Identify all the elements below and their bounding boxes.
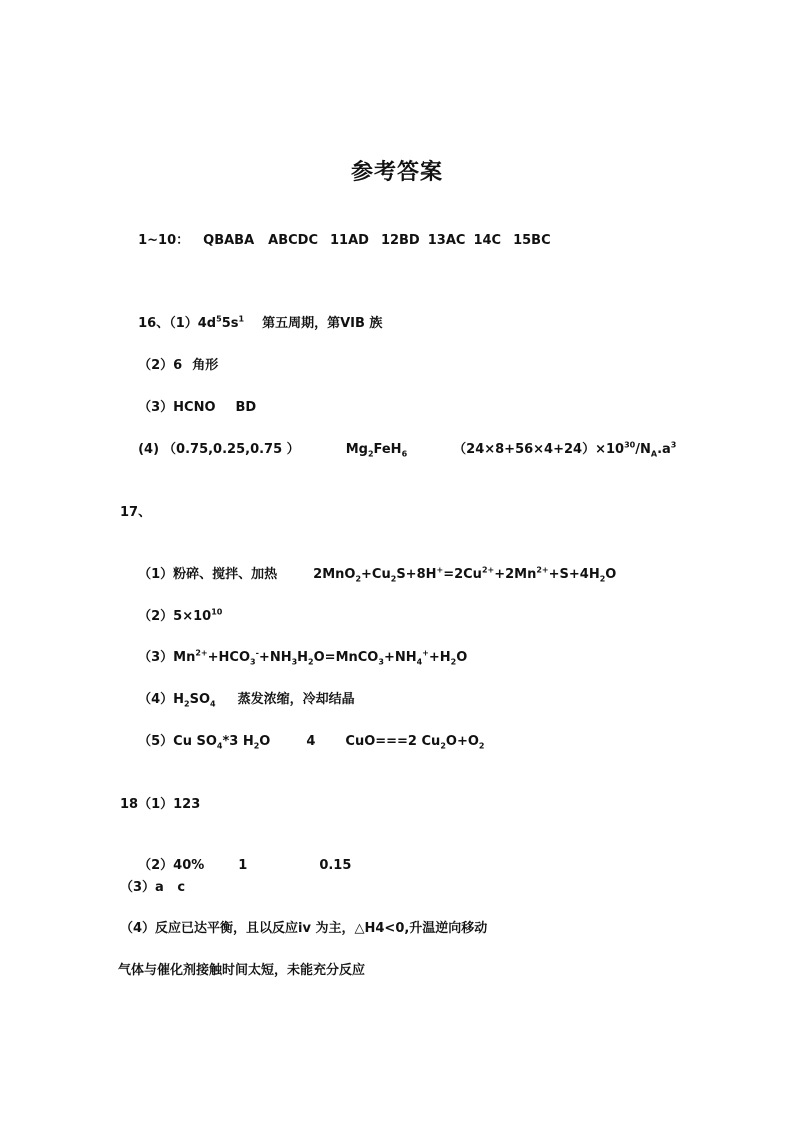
q17-p5-sub: 4 (216, 741, 223, 751)
q16-p4-density-b: /N (635, 442, 651, 457)
q17-p3-eq-sup: - (255, 648, 259, 658)
q16-p4-label: (4) (138, 442, 160, 457)
q17-p1-text: （1）粉碎、搅拌、加热 (138, 567, 278, 582)
q17-p2-text: （2）5×10 (138, 609, 212, 624)
q16-part4 (120, 420, 676, 480)
mc-group: 11AD (329, 233, 369, 248)
q16-p4-formula-sub2: 6 (401, 449, 408, 459)
q17-p1-eq: S+8H (396, 567, 437, 582)
q17-p3-eq-sub: 2 (450, 657, 457, 667)
q18-p2-value-b: 1 (238, 858, 248, 873)
q17-p1-eq: O (605, 567, 617, 582)
q17-p4-text: （4）H (138, 692, 185, 707)
q17-p5-text-c: O (259, 734, 271, 749)
q17-p5-eq-sub: 2 (478, 741, 485, 751)
q16-p1-suffix: 第五周期，第VIB 族 (262, 316, 383, 331)
q16-p3-text: （3）HCNO (138, 400, 216, 415)
q17-p5-number: 4 (306, 734, 316, 749)
q17-p3-eq: O (456, 650, 468, 665)
q16-p3-answer: BD (235, 400, 257, 415)
q18-p2-text: （2）40% (138, 858, 205, 873)
q17-p1-eq: +S+4H (548, 567, 600, 582)
q17-p5-equation: CuO===2 Cu (345, 734, 441, 749)
q17-p5-eq-sub: 2 (440, 741, 446, 751)
q17-p1-eq: 2MnO (313, 567, 356, 582)
q17-p1-eq: +Cu (361, 567, 391, 582)
q16-p4-density: （24×8+56×4+24）×10 (453, 442, 625, 457)
mc-group: 13AC (427, 233, 466, 248)
mc-label: 1~10： (138, 233, 190, 248)
q17-p4-answer: 蒸发浓缩，冷却结晶 (237, 692, 355, 707)
q16-p4-density-sub: A (650, 449, 658, 459)
q16-p1-sup2: 1 (238, 314, 245, 324)
q18-p2-value-c: 0.15 (319, 858, 352, 873)
q17-p5-equation-b: O+O (445, 734, 479, 749)
q16-p4-density-sup2: 3 (670, 440, 677, 450)
q16-p2-text: （2）6 (138, 358, 183, 373)
q17-p4-text-b: SO (189, 692, 211, 707)
q18-part1: 18（1）123 (120, 797, 201, 812)
mc-group: 15BC (513, 233, 551, 248)
q17-p1-eq-sub: 2 (390, 574, 397, 584)
q17-p3-eq-sub: 4 (416, 657, 423, 667)
q17-part5 (120, 712, 484, 772)
q17-label: 17、 (120, 505, 152, 520)
q16-p2-answer: 角形 (192, 358, 219, 373)
mc-group: QBABA (203, 233, 255, 248)
q17-p3-eq-sub: 3 (378, 657, 384, 667)
q17-p3-eq-sub: 3 (250, 657, 256, 667)
q17-p5-sub: 2 (253, 741, 260, 751)
q16-p1-prefix: 16、（1）4d (138, 316, 217, 331)
q17-p1-eq-sub: 2 (355, 574, 362, 584)
q18-part5: 气体与催化剂接触时间太短，未能充分反应 (118, 963, 366, 978)
q17-p1-eq: +2Mn (494, 567, 537, 582)
q17-p5-text-b: *3 H (222, 734, 254, 749)
mc-group: 14C (473, 233, 502, 248)
page-title: 参考答案 (350, 160, 443, 185)
q17-p1-eq-sup: 2+ (536, 565, 549, 575)
q17-p3-eq: O=MnCO (313, 650, 379, 665)
q16-p1-sup1: 5 (216, 314, 222, 324)
q17-p3-eq-sup: 2+ (195, 648, 208, 658)
q17-p1-eq: =2Cu (443, 567, 482, 582)
q17-p5-text: （5）Cu SO (138, 734, 217, 749)
q17-p1-eq-sup: 2+ (481, 565, 495, 575)
q17-p3-eq-sub: 3 (291, 657, 298, 667)
mc-group: 12BD (380, 233, 420, 248)
q17-p3-eq-sub: 2 (308, 657, 314, 667)
q17-p3-eq: +NH (258, 650, 292, 665)
q17-p3-eq: （3）Mn (138, 650, 196, 665)
q17-p3-eq: +H (428, 650, 451, 665)
mc-group: ABCDC (268, 233, 318, 248)
q17-p3-eq-sup: + (422, 648, 429, 658)
q17-p3-eq: H (297, 650, 309, 665)
q16-p1-mid: 5s (221, 316, 239, 331)
q16-p4-density-sup: 30 (624, 440, 636, 450)
q16-p4-formula: Mg (345, 442, 368, 457)
q17-p4-sub: 2 (184, 699, 190, 709)
q16-p4-formula-sub1: 2 (367, 449, 374, 459)
mc-answers-line (120, 211, 551, 271)
q16-p4-formula-b: FeH (373, 442, 402, 457)
q17-p4-sub: 4 (210, 699, 216, 709)
q18-part3: （3）a c (120, 880, 186, 895)
q18-part4: （4）反应已达平衡，且以反应iv 为主，△H4<0,升温逆向移动 (120, 921, 488, 936)
q17-p3-eq: +NH (383, 650, 417, 665)
q16-p4-coords: （0.75,0.25,0.75 ） (163, 442, 300, 457)
q17-p2-sup: 10 (211, 607, 223, 617)
q17-p1-eq-sup: + (436, 565, 444, 575)
q16-p4-density-c: .a (657, 442, 671, 457)
q17-p1-eq-sub: 2 (599, 574, 606, 584)
q17-p3-eq: +HCO (207, 650, 251, 665)
